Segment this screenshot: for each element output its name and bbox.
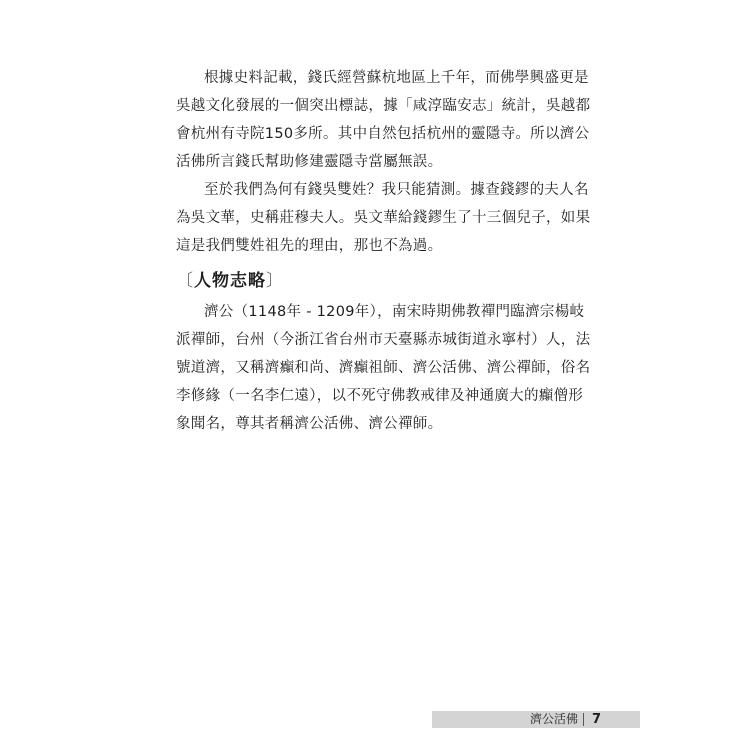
- paragraph-line: 李修緣（一名李仁遠），以不死守佛教戒律及神通廣大的癲僧形: [176, 388, 584, 404]
- paragraph-line: 象聞名，尊其者稱濟公活佛、濟公禪師。: [176, 416, 443, 432]
- paragraph-line: 號道濟，又稱濟癲和尚、濟癲祖師、濟公活佛、濟公禪師，俗名: [176, 360, 591, 376]
- paragraph-line: 為吳文華，史稱莊穆夫人。吳文華給錢鏐生了十三個兒子，如果: [176, 210, 591, 226]
- paragraph-biography: [176, 298, 591, 438]
- paragraph-line: 濟公（1148年 - 1209年），南宋時期佛教禪門臨濟宗楊岐: [204, 304, 585, 320]
- footer-book-title: 濟公活佛: [529, 712, 578, 726]
- paragraph-line: 這是我們雙姓祖先的理由，那也不為過。: [176, 238, 443, 254]
- page-number: 7: [592, 712, 602, 727]
- paragraph-line: 至於我們為何有錢吳雙姓？我只能猜測。據查錢鏐的夫人名: [204, 182, 589, 198]
- paragraph-historical-records: [176, 64, 591, 176]
- section-heading: [176, 264, 284, 298]
- footer-divider: [583, 713, 584, 726]
- paragraph-surname-origin: [176, 176, 591, 260]
- heading-bracket-close: 〕: [266, 271, 284, 291]
- paragraph-line: 活佛所言錢氏幫助修建靈隱寺當屬無誤。: [176, 154, 443, 170]
- heading-bracket-open: 〔: [176, 271, 194, 291]
- paragraph-line: 吳越文化發展的一個突出標誌，據「咸淳臨安志」統計，吳越都: [176, 98, 591, 114]
- page-footer: [432, 711, 640, 728]
- paragraph-line: 派禪師，台州（今浙江省台州市天臺縣赤城街道永寧村）人，法: [176, 332, 591, 348]
- paragraph-line: 根據史料記載，錢氏經營蘇杭地區上千年，而佛學興盛更是: [204, 70, 589, 86]
- paragraph-line: 會杭州有寺院150多所。其中自然包括杭州的靈隱寺。所以濟公: [176, 126, 590, 142]
- heading-title: 人物志略: [194, 271, 266, 291]
